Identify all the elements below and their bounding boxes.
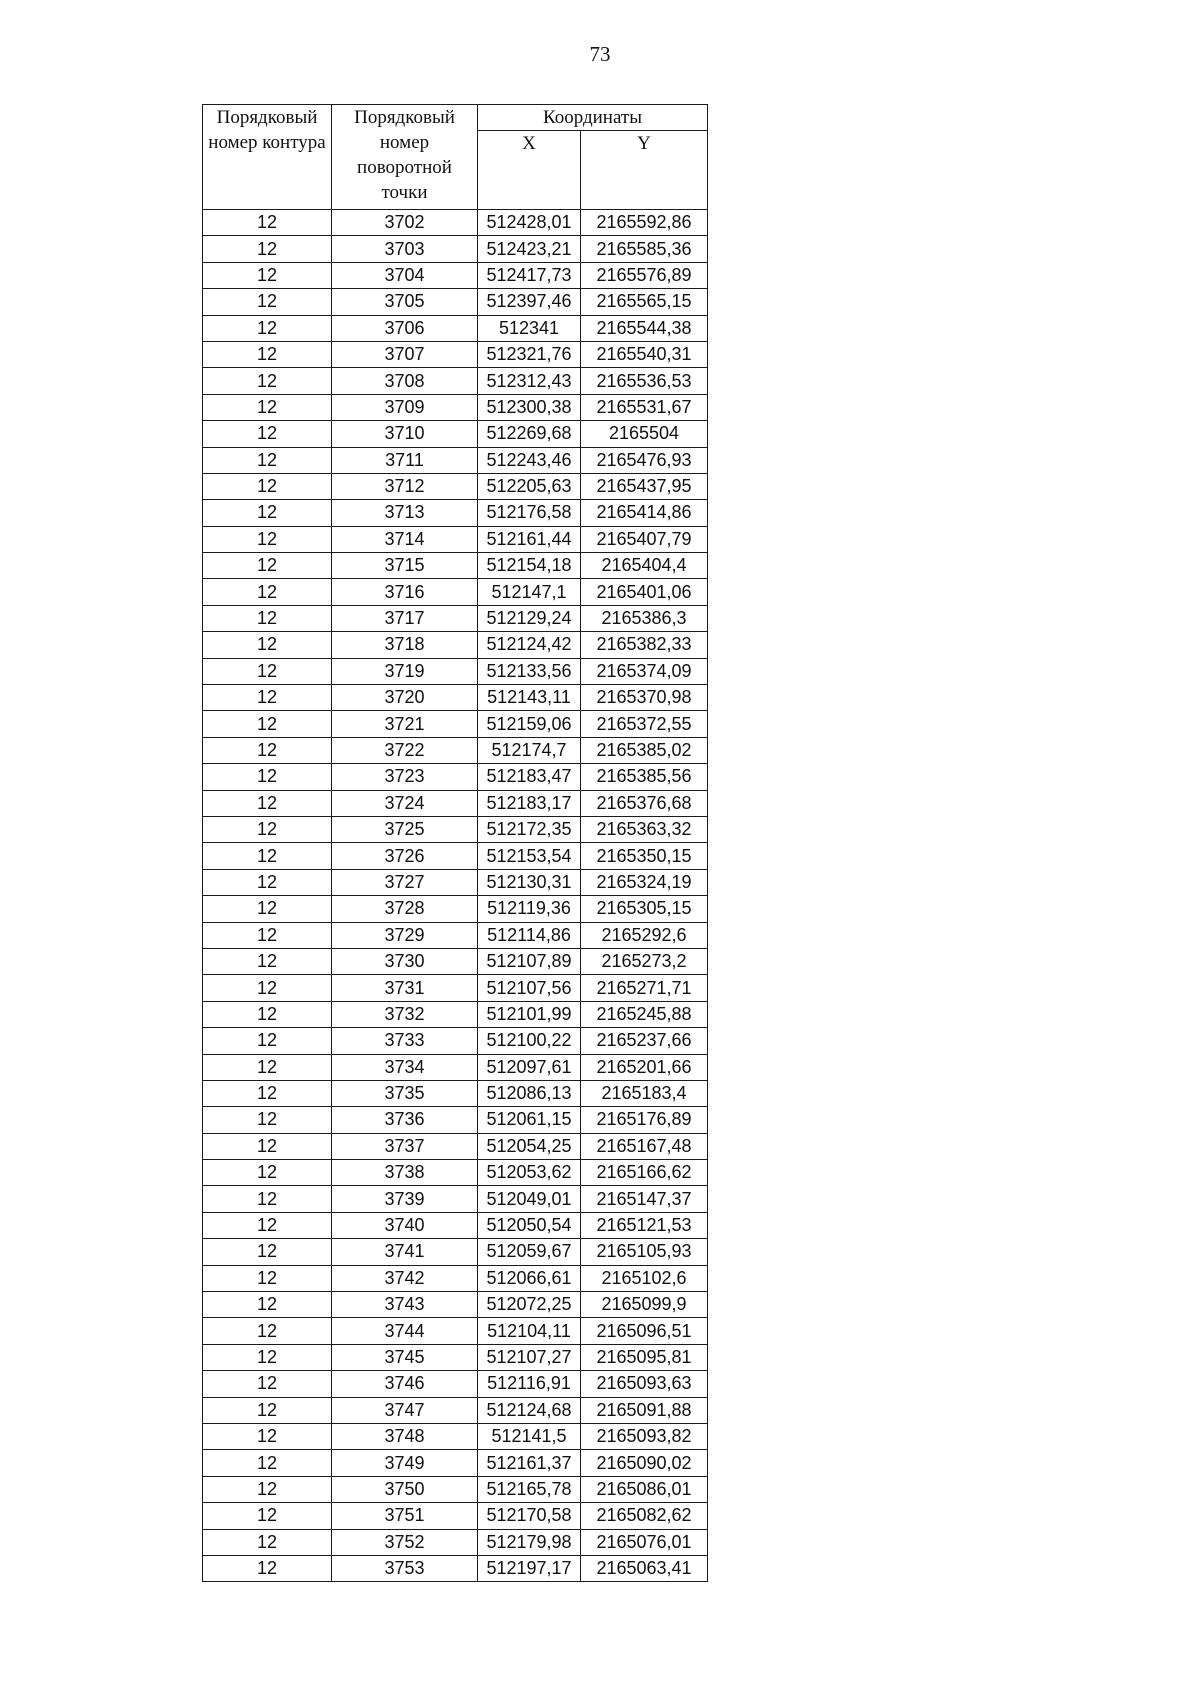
table-row (203, 975, 708, 1001)
cell-x: 512107,56 (478, 975, 581, 1001)
table-row (203, 341, 708, 367)
cell-x: 512100,22 (478, 1028, 581, 1054)
table-row (203, 922, 708, 948)
cell-x: 512423,21 (478, 236, 581, 262)
cell-contour-number: 12 (203, 764, 332, 790)
table-row (203, 526, 708, 552)
cell-contour-number: 12 (203, 869, 332, 895)
cell-contour-number: 12 (203, 1292, 332, 1318)
cell-y: 2165167,48 (581, 1133, 708, 1159)
cell-point-number: 3730 (332, 948, 478, 974)
cell-x: 512086,13 (478, 1080, 581, 1106)
cell-point-number: 3729 (332, 922, 478, 948)
cell-contour-number: 12 (203, 421, 332, 447)
cell-point-number: 3714 (332, 526, 478, 552)
table-row (203, 1186, 708, 1212)
table-row (203, 1344, 708, 1370)
cell-y: 2165385,56 (581, 764, 708, 790)
cell-point-number: 3731 (332, 975, 478, 1001)
cell-y: 2165407,79 (581, 526, 708, 552)
header-contour-number: Порядковый номер контура (203, 105, 332, 210)
cell-y: 2165086,01 (581, 1476, 708, 1502)
cell-y: 2165096,51 (581, 1318, 708, 1344)
cell-y: 2165305,15 (581, 896, 708, 922)
cell-y: 2165147,37 (581, 1186, 708, 1212)
coordinates-table (202, 104, 708, 1582)
cell-y: 2165363,32 (581, 816, 708, 842)
cell-x: 512050,54 (478, 1212, 581, 1238)
cell-y: 2165102,6 (581, 1265, 708, 1291)
cell-x: 512176,58 (478, 500, 581, 526)
cell-y: 2165536,53 (581, 368, 708, 394)
cell-y: 2165292,6 (581, 922, 708, 948)
cell-contour-number: 12 (203, 1054, 332, 1080)
cell-point-number: 3715 (332, 553, 478, 579)
header-y: Y (581, 131, 708, 210)
cell-x: 512183,47 (478, 764, 581, 790)
cell-x: 512066,61 (478, 1265, 581, 1291)
cell-point-number: 3725 (332, 816, 478, 842)
cell-contour-number: 12 (203, 1133, 332, 1159)
cell-contour-number: 12 (203, 1212, 332, 1238)
cell-point-number: 3718 (332, 632, 478, 658)
cell-point-number: 3736 (332, 1107, 478, 1133)
header-point-number: Порядковый номер поворотной точки (332, 105, 478, 210)
cell-y: 2165090,02 (581, 1450, 708, 1476)
cell-contour-number: 12 (203, 1239, 332, 1265)
table-row (203, 605, 708, 631)
cell-point-number: 3734 (332, 1054, 478, 1080)
cell-point-number: 3722 (332, 737, 478, 763)
cell-y: 2165063,41 (581, 1555, 708, 1581)
cell-contour-number: 12 (203, 605, 332, 631)
cell-contour-number: 12 (203, 1423, 332, 1449)
cell-contour-number: 12 (203, 500, 332, 526)
cell-contour-number: 12 (203, 1080, 332, 1106)
table-row (203, 262, 708, 288)
cell-x: 512147,1 (478, 579, 581, 605)
cell-contour-number: 12 (203, 1529, 332, 1555)
table-row (203, 896, 708, 922)
table-row (203, 447, 708, 473)
cell-x: 512197,17 (478, 1555, 581, 1581)
cell-x: 512269,68 (478, 421, 581, 447)
cell-x: 512397,46 (478, 289, 581, 315)
cell-x: 512179,98 (478, 1529, 581, 1555)
cell-x: 512172,35 (478, 816, 581, 842)
cell-y: 2165370,98 (581, 685, 708, 711)
cell-y: 2165476,93 (581, 447, 708, 473)
cell-contour-number: 12 (203, 658, 332, 684)
cell-contour-number: 12 (203, 790, 332, 816)
cell-y: 2165385,02 (581, 737, 708, 763)
cell-y: 2165093,82 (581, 1423, 708, 1449)
cell-x: 512129,24 (478, 605, 581, 631)
cell-y: 2165437,95 (581, 473, 708, 499)
cell-contour-number: 12 (203, 315, 332, 341)
cell-point-number: 3707 (332, 341, 478, 367)
table-row (203, 1160, 708, 1186)
cell-y: 2165201,66 (581, 1054, 708, 1080)
cell-point-number: 3738 (332, 1160, 478, 1186)
cell-x: 512341 (478, 315, 581, 341)
table-row (203, 1265, 708, 1291)
table-row (203, 1476, 708, 1502)
table-row (203, 685, 708, 711)
cell-contour-number: 12 (203, 579, 332, 605)
cell-y: 2165540,31 (581, 341, 708, 367)
cell-y: 2165374,09 (581, 658, 708, 684)
cell-contour-number: 12 (203, 1371, 332, 1397)
cell-point-number: 3710 (332, 421, 478, 447)
cell-x: 512059,67 (478, 1239, 581, 1265)
cell-point-number: 3726 (332, 843, 478, 869)
table-header (203, 105, 708, 210)
cell-contour-number: 12 (203, 473, 332, 499)
cell-y: 2165376,68 (581, 790, 708, 816)
cell-x: 512300,38 (478, 394, 581, 420)
cell-point-number: 3721 (332, 711, 478, 737)
cell-x: 512053,62 (478, 1160, 581, 1186)
cell-x: 512153,54 (478, 843, 581, 869)
cell-x: 512243,46 (478, 447, 581, 473)
table-row (203, 421, 708, 447)
cell-y: 2165099,9 (581, 1292, 708, 1318)
cell-x: 512107,89 (478, 948, 581, 974)
cell-point-number: 3723 (332, 764, 478, 790)
cell-x: 512161,37 (478, 1450, 581, 1476)
table-row (203, 1318, 708, 1344)
table-row (203, 1001, 708, 1027)
cell-point-number: 3747 (332, 1397, 478, 1423)
cell-y: 2165105,93 (581, 1239, 708, 1265)
cell-point-number: 3717 (332, 605, 478, 631)
cell-point-number: 3740 (332, 1212, 478, 1238)
table-row (203, 1028, 708, 1054)
cell-x: 512072,25 (478, 1292, 581, 1318)
cell-contour-number: 12 (203, 816, 332, 842)
cell-x: 512154,18 (478, 553, 581, 579)
table-body (203, 210, 708, 1582)
cell-x: 512417,73 (478, 262, 581, 288)
cell-point-number: 3746 (332, 1371, 478, 1397)
cell-y: 2165091,88 (581, 1397, 708, 1423)
table-row (203, 869, 708, 895)
table-row (203, 1054, 708, 1080)
cell-x: 512101,99 (478, 1001, 581, 1027)
cell-point-number: 3706 (332, 315, 478, 341)
cell-point-number: 3741 (332, 1239, 478, 1265)
table-row (203, 711, 708, 737)
cell-x: 512170,58 (478, 1503, 581, 1529)
cell-y: 2165414,86 (581, 500, 708, 526)
header-coordinates: Координаты (478, 105, 708, 131)
table-row (203, 579, 708, 605)
cell-point-number: 3719 (332, 658, 478, 684)
table-row (203, 1107, 708, 1133)
cell-contour-number: 12 (203, 737, 332, 763)
cell-x: 512159,06 (478, 711, 581, 737)
table-row (203, 289, 708, 315)
cell-x: 512133,56 (478, 658, 581, 684)
cell-contour-number: 12 (203, 368, 332, 394)
cell-x: 512049,01 (478, 1186, 581, 1212)
cell-point-number: 3708 (332, 368, 478, 394)
table-row (203, 368, 708, 394)
cell-contour-number: 12 (203, 553, 332, 579)
cell-contour-number: 12 (203, 1503, 332, 1529)
cell-contour-number: 12 (203, 210, 332, 236)
cell-contour-number: 12 (203, 922, 332, 948)
cell-y: 2165382,33 (581, 632, 708, 658)
cell-contour-number: 12 (203, 1160, 332, 1186)
table-row (203, 500, 708, 526)
cell-x: 512161,44 (478, 526, 581, 552)
cell-x: 512104,11 (478, 1318, 581, 1344)
cell-contour-number: 12 (203, 341, 332, 367)
header-x: X (478, 131, 581, 210)
cell-contour-number: 12 (203, 1265, 332, 1291)
cell-y: 2165273,2 (581, 948, 708, 974)
table-row (203, 1555, 708, 1581)
cell-contour-number: 12 (203, 948, 332, 974)
table-row (203, 1450, 708, 1476)
cell-point-number: 3744 (332, 1318, 478, 1344)
table-row (203, 236, 708, 262)
cell-y: 2165504 (581, 421, 708, 447)
table-row (203, 1503, 708, 1529)
table-row (203, 553, 708, 579)
cell-contour-number: 12 (203, 262, 332, 288)
cell-point-number: 3728 (332, 896, 478, 922)
cell-y: 2165386,3 (581, 605, 708, 631)
table-row (203, 1080, 708, 1106)
cell-x: 512312,43 (478, 368, 581, 394)
cell-contour-number: 12 (203, 526, 332, 552)
cell-x: 512054,25 (478, 1133, 581, 1159)
cell-point-number: 3702 (332, 210, 478, 236)
cell-y: 2165585,36 (581, 236, 708, 262)
cell-contour-number: 12 (203, 447, 332, 473)
cell-x: 512119,36 (478, 896, 581, 922)
cell-point-number: 3750 (332, 1476, 478, 1502)
cell-x: 512428,01 (478, 210, 581, 236)
cell-x: 512097,61 (478, 1054, 581, 1080)
cell-contour-number: 12 (203, 1001, 332, 1027)
table-row (203, 1292, 708, 1318)
cell-point-number: 3752 (332, 1529, 478, 1555)
table-row (203, 1371, 708, 1397)
cell-contour-number: 12 (203, 1397, 332, 1423)
cell-x: 512141,5 (478, 1423, 581, 1449)
cell-contour-number: 12 (203, 236, 332, 262)
cell-point-number: 3735 (332, 1080, 478, 1106)
cell-point-number: 3709 (332, 394, 478, 420)
cell-contour-number: 12 (203, 711, 332, 737)
cell-y: 2165350,15 (581, 843, 708, 869)
cell-y: 2165176,89 (581, 1107, 708, 1133)
cell-y: 2165565,15 (581, 289, 708, 315)
table-row (203, 632, 708, 658)
cell-contour-number: 12 (203, 1344, 332, 1370)
table-row (203, 658, 708, 684)
table-row (203, 210, 708, 236)
cell-contour-number: 12 (203, 843, 332, 869)
table-row (203, 394, 708, 420)
cell-contour-number: 12 (203, 289, 332, 315)
cell-y: 2165531,67 (581, 394, 708, 420)
cell-y: 2165237,66 (581, 1028, 708, 1054)
table-row (203, 1397, 708, 1423)
cell-x: 512165,78 (478, 1476, 581, 1502)
cell-y: 2165076,01 (581, 1529, 708, 1555)
cell-x: 512143,11 (478, 685, 581, 711)
cell-y: 2165576,89 (581, 262, 708, 288)
cell-contour-number: 12 (203, 685, 332, 711)
cell-point-number: 3753 (332, 1555, 478, 1581)
cell-point-number: 3733 (332, 1028, 478, 1054)
cell-x: 512174,7 (478, 737, 581, 763)
table-row (203, 473, 708, 499)
cell-contour-number: 12 (203, 394, 332, 420)
table-row (203, 1239, 708, 1265)
cell-point-number: 3704 (332, 262, 478, 288)
cell-point-number: 3720 (332, 685, 478, 711)
table-row (203, 737, 708, 763)
cell-contour-number: 12 (203, 1186, 332, 1212)
table-row (203, 816, 708, 842)
cell-contour-number: 12 (203, 1318, 332, 1344)
cell-y: 2165245,88 (581, 1001, 708, 1027)
cell-contour-number: 12 (203, 1450, 332, 1476)
cell-y: 2165592,86 (581, 210, 708, 236)
cell-x: 512116,91 (478, 1371, 581, 1397)
cell-point-number: 3748 (332, 1423, 478, 1449)
cell-point-number: 3743 (332, 1292, 478, 1318)
cell-y: 2165401,06 (581, 579, 708, 605)
cell-point-number: 3751 (332, 1503, 478, 1529)
cell-x: 512183,17 (478, 790, 581, 816)
page-number: 73 (589, 42, 611, 66)
cell-y: 2165093,63 (581, 1371, 708, 1397)
table-row (203, 1423, 708, 1449)
cell-y: 2165082,62 (581, 1503, 708, 1529)
cell-x: 512061,15 (478, 1107, 581, 1133)
cell-y: 2165121,53 (581, 1212, 708, 1238)
cell-x: 512114,86 (478, 922, 581, 948)
cell-point-number: 3749 (332, 1450, 478, 1476)
cell-y: 2165183,4 (581, 1080, 708, 1106)
cell-y: 2165095,81 (581, 1344, 708, 1370)
cell-point-number: 3745 (332, 1344, 478, 1370)
table-row (203, 1212, 708, 1238)
cell-x: 512321,76 (478, 341, 581, 367)
table-row (203, 843, 708, 869)
cell-y: 2165324,19 (581, 869, 708, 895)
cell-point-number: 3724 (332, 790, 478, 816)
table-row (203, 315, 708, 341)
cell-y: 2165372,55 (581, 711, 708, 737)
cell-x: 512130,31 (478, 869, 581, 895)
table-row (203, 1529, 708, 1555)
cell-x: 512107,27 (478, 1344, 581, 1370)
cell-x: 512124,42 (478, 632, 581, 658)
table-row (203, 1133, 708, 1159)
cell-contour-number: 12 (203, 632, 332, 658)
cell-contour-number: 12 (203, 1107, 332, 1133)
cell-point-number: 3732 (332, 1001, 478, 1027)
table-row (203, 790, 708, 816)
cell-point-number: 3727 (332, 869, 478, 895)
cell-point-number: 3712 (332, 473, 478, 499)
cell-point-number: 3739 (332, 1186, 478, 1212)
cell-point-number: 3713 (332, 500, 478, 526)
cell-x: 512124,68 (478, 1397, 581, 1423)
cell-point-number: 3703 (332, 236, 478, 262)
cell-point-number: 3705 (332, 289, 478, 315)
cell-y: 2165166,62 (581, 1160, 708, 1186)
cell-y: 2165544,38 (581, 315, 708, 341)
cell-point-number: 3716 (332, 579, 478, 605)
cell-contour-number: 12 (203, 1476, 332, 1502)
cell-point-number: 3737 (332, 1133, 478, 1159)
cell-contour-number: 12 (203, 975, 332, 1001)
cell-contour-number: 12 (203, 1555, 332, 1581)
cell-contour-number: 12 (203, 896, 332, 922)
cell-contour-number: 12 (203, 1028, 332, 1054)
cell-y: 2165404,4 (581, 553, 708, 579)
cell-point-number: 3742 (332, 1265, 478, 1291)
cell-point-number: 3711 (332, 447, 478, 473)
cell-x: 512205,63 (478, 473, 581, 499)
table-row (203, 948, 708, 974)
cell-y: 2165271,71 (581, 975, 708, 1001)
table-row (203, 764, 708, 790)
